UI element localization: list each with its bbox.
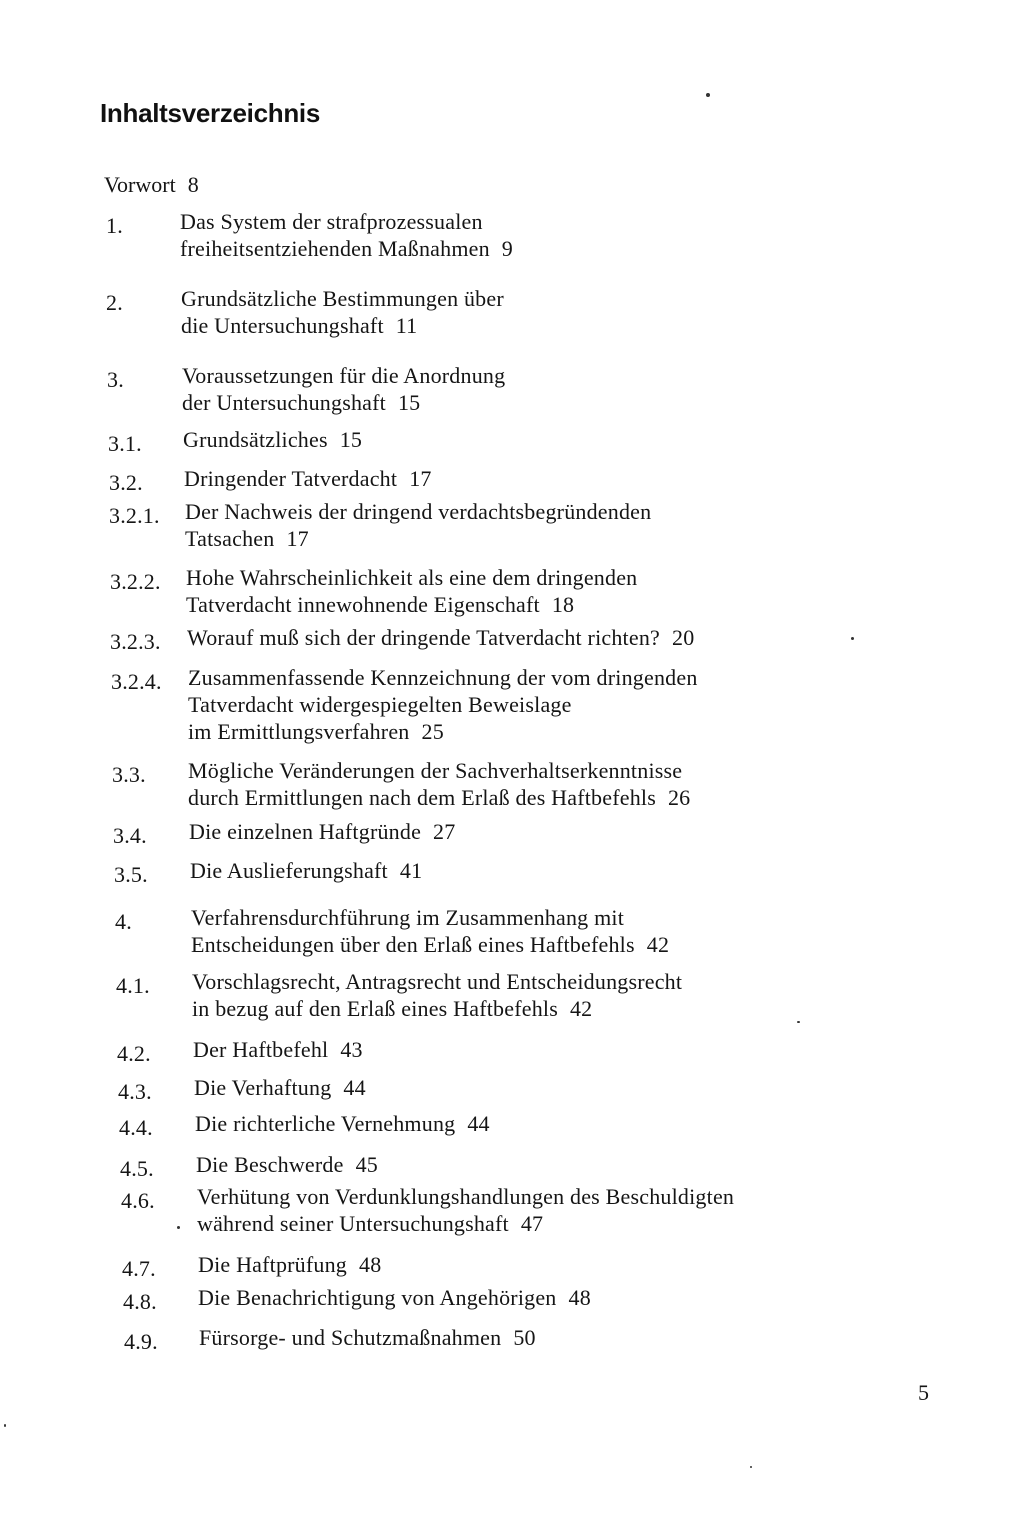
toc-entry-title-text: Mögliche Veränderungen der Sachverhaltserkenntnisse <box>188 758 683 783</box>
toc-entry-title <box>195 1110 490 1137</box>
toc-entry-title-text: Die richterliche Vernehmung <box>195 1111 456 1136</box>
toc-entry-title-text: in bezug auf den Erlaß eines Haftbefehls <box>192 996 558 1021</box>
toc-entry-title-text: im Ermittlungsverfahren <box>188 719 410 744</box>
toc-entry-title-text: Zusammenfassende Kennzeichnung der vom dringenden <box>188 665 698 690</box>
toc-entry-title-text: Die einzelnen Haftgründe <box>189 819 422 844</box>
toc-entry-title-line <box>185 525 651 552</box>
toc-entry-number: 3.4. <box>113 823 147 848</box>
toc-entry-number: 4.9. <box>124 1329 158 1354</box>
toc-entry-title-text: Der Nachweis der dringend verdachtsbegründenden <box>185 499 652 524</box>
toc-entry-page: 50 <box>513 1325 536 1350</box>
toc-entry-number: 2. <box>106 290 123 315</box>
toc-entry-title-text: Verfahrensdurchführung im Zusammenhang mit <box>191 905 625 930</box>
toc-foreword-page: 8 <box>187 172 199 197</box>
toc-entry-number: 1. <box>106 213 123 238</box>
toc-entry-title-line <box>192 995 682 1022</box>
toc-entry-page: 18 <box>551 592 575 617</box>
toc-entry-title-line <box>180 208 513 235</box>
toc-entry-title-text: durch Ermittlungen nach dem Erlaß des Haftbefehls <box>188 785 656 810</box>
toc-entry-title-line <box>184 465 432 492</box>
toc-entry-title-line <box>187 624 694 651</box>
toc-entry-title-text: Die Auslieferungshaft <box>190 858 388 883</box>
toc-entry-title-line <box>189 818 455 845</box>
toc-entry-number: 3.2.4. <box>111 669 162 694</box>
toc-entry-title-text: Grundsätzliche Bestimmungen über <box>181 286 504 311</box>
toc-entry-page: 42 <box>569 996 593 1021</box>
toc-entry-number: 4.3. <box>118 1079 152 1104</box>
toc-entry-title <box>197 1183 734 1237</box>
toc-entry-number: 4. <box>115 909 132 934</box>
toc-entry-title-line <box>182 389 505 416</box>
toc-entry-title-text: Das System der strafprozessualen <box>180 209 483 234</box>
toc-entry-title <box>181 285 504 339</box>
scan-speck <box>851 637 854 640</box>
toc-entry-number: 4.2. <box>117 1041 151 1066</box>
toc-entry-title-line <box>183 426 362 453</box>
toc-entry-title-line <box>185 498 651 525</box>
toc-entry-title-text: Tatverdacht widergespiegelten Beweislage <box>188 692 572 717</box>
toc-entry-title-line <box>198 1251 381 1278</box>
toc-entry-title <box>198 1284 591 1311</box>
toc-entry-title-line <box>192 968 682 995</box>
toc-entry-title-text: Vorschlagsrecht, Antragsrecht und Entscheidungsrecht <box>192 969 683 994</box>
toc-foreword <box>104 172 199 198</box>
toc-entry-title <box>189 818 455 845</box>
toc-entry-title-line <box>181 312 504 339</box>
toc-entry-number: 3.2.3. <box>110 629 161 654</box>
toc-entry-title-line <box>194 1074 366 1101</box>
toc-entry-title <box>180 208 513 262</box>
toc-entry-title <box>193 1036 363 1063</box>
toc-entry-title-text: Die Verhaftung <box>194 1075 332 1100</box>
toc-entry-title <box>188 664 698 745</box>
toc-entry-title-line <box>186 564 637 591</box>
toc-entry-title-line <box>188 757 690 784</box>
page-title: Inhaltsverzeichnis <box>100 98 321 128</box>
toc-entry-title-text: Voraussetzungen für die Anordnung <box>182 363 506 388</box>
toc-entry-number: 4.4. <box>119 1115 153 1140</box>
toc-entry-title <box>187 624 694 651</box>
toc-entry-title-line <box>181 285 504 312</box>
toc-entry-page: 45 <box>355 1152 378 1177</box>
toc-entry-title-text: Die Benachrichtigung von Angehörigen <box>198 1285 557 1310</box>
toc-entry-title-line <box>191 904 669 931</box>
toc-entry-page: 44 <box>467 1111 490 1136</box>
toc-entry-page: 48 <box>568 1285 591 1310</box>
toc-entry-page: 15 <box>339 427 363 452</box>
toc-entry-number: 3. <box>107 367 124 392</box>
toc-entry-title-line <box>188 691 698 718</box>
toc-entry-number: 4.6. <box>121 1188 155 1213</box>
toc-entry-page: 43 <box>340 1037 363 1062</box>
toc-entry-title-text: Die Beschwerde <box>196 1152 344 1177</box>
toc-entry-page: 27 <box>433 819 456 844</box>
toc-entry-title <box>182 362 505 416</box>
toc-entry-title-text: Die Haftprüfung <box>198 1252 348 1277</box>
toc-entry-title-text: Tatsachen <box>185 526 275 551</box>
toc-entry-page: 9 <box>501 236 513 261</box>
toc-entry-title <box>199 1324 536 1351</box>
toc-entry-title-line <box>197 1210 734 1237</box>
scan-speck <box>706 93 710 97</box>
toc-entry-title-line <box>188 664 698 691</box>
toc-entry-title-line <box>199 1324 536 1351</box>
toc-entry-number: 3.3. <box>112 762 146 787</box>
toc-entry-page: 17 <box>409 466 432 491</box>
toc-entry-page: 26 <box>667 785 691 810</box>
toc-entry-number: 4.5. <box>120 1156 154 1181</box>
toc-entry-title <box>188 757 690 811</box>
toc-entry-title-line <box>198 1284 591 1311</box>
toc-entry-title-line <box>191 931 669 958</box>
toc-entry-title <box>198 1251 381 1278</box>
toc-entry-title-line <box>196 1151 378 1178</box>
toc-entry-title-line <box>188 784 690 811</box>
page-number: 5 <box>918 1380 929 1405</box>
toc-entry-title-text: Fürsorge- und Schutzmaßnahmen <box>199 1325 502 1350</box>
toc-entry-title-text: Hohe Wahrscheinlichkeit als eine dem dringenden <box>186 565 638 590</box>
toc-entry-page: 42 <box>646 932 670 957</box>
toc-entry-title-text: Dringender Tatverdacht <box>184 466 398 491</box>
toc-entry-number: 4.8. <box>123 1289 157 1314</box>
toc-foreword-label: Vorwort <box>104 172 176 197</box>
toc-entry-title-text: Worauf muß sich der dringende Tatverdacht richten? <box>187 625 660 650</box>
scan-speck <box>797 1021 800 1023</box>
toc-entry-title-line <box>180 235 513 262</box>
toc-entry-number: 3.1. <box>108 431 142 456</box>
toc-entry-page: 25 <box>421 719 444 744</box>
toc-entry-title <box>185 498 651 552</box>
scan-speck <box>177 1226 180 1229</box>
toc-entry-title-text: während seiner Untersuchungshaft <box>197 1211 509 1236</box>
toc-entry-page: 41 <box>399 858 423 883</box>
toc-entry-title-line <box>186 591 637 618</box>
toc-entry-number: 3.2.2. <box>110 569 161 594</box>
toc-entry-number: 3.2.1. <box>109 503 160 528</box>
toc-entry-title <box>190 857 422 884</box>
toc-entry-number: 4.1. <box>116 973 150 998</box>
toc-entry-title <box>196 1151 378 1178</box>
toc-entry-page: 48 <box>359 1252 382 1277</box>
toc-entry-page: 15 <box>397 390 421 415</box>
toc-entry-page: 20 <box>672 625 695 650</box>
toc-entry-title <box>186 564 637 618</box>
toc-entry-title-text: Verhütung von Verdunklungshandlungen des Beschuldigten <box>197 1184 735 1209</box>
toc-entry-page: 11 <box>395 313 418 338</box>
toc-entry-title-text: die Untersuchungshaft <box>181 313 384 338</box>
toc-entry-title-line <box>182 362 505 389</box>
toc-entry-title-text: freiheitsentziehenden Maßnahmen <box>180 236 490 261</box>
toc-entry-title-line <box>195 1110 490 1137</box>
scan-speck <box>4 1424 6 1427</box>
toc-entry-title-text: Grundsätzliches <box>183 427 328 452</box>
toc-entry-title <box>191 904 669 958</box>
toc-entry-page: 44 <box>343 1075 366 1100</box>
toc-entry-title-text: Tatverdacht innewohnende Eigenschaft <box>186 592 540 617</box>
toc-entry-title-text: Entscheidungen über den Erlaß eines Haftbefehls <box>191 932 635 957</box>
toc-entry-page: 17 <box>286 526 309 551</box>
toc-entry-title <box>192 968 682 1022</box>
toc-entry-title-line <box>193 1036 363 1063</box>
toc-entry-title-line <box>197 1183 734 1210</box>
toc-entry-title <box>183 426 362 453</box>
toc-entry-number: 4.7. <box>122 1256 156 1281</box>
toc-entry-title-line <box>188 718 698 745</box>
toc-entry-title-text: der Untersuchungshaft <box>182 390 386 415</box>
toc-entry-number: 3.5. <box>114 862 148 887</box>
toc-entry-title-line <box>190 857 422 884</box>
toc-entry-number: 3.2. <box>109 470 143 495</box>
toc-entry-title <box>184 465 432 492</box>
toc-entry-title-text: Der Haftbefehl <box>193 1037 329 1062</box>
toc-entry-title <box>194 1074 366 1101</box>
toc-entry-page: 47 <box>520 1211 544 1236</box>
scan-speck <box>750 1466 752 1468</box>
